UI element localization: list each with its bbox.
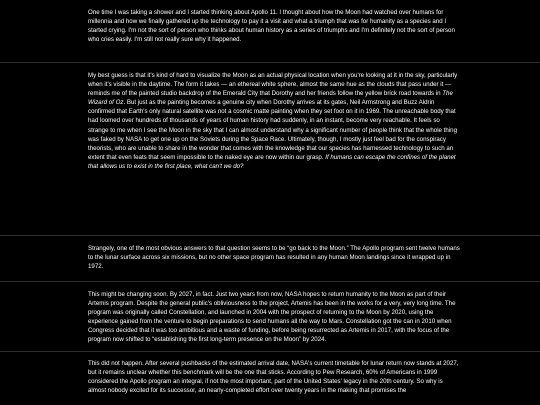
film-title: The Wizard of Oz (88, 90, 453, 107)
section-divider (0, 281, 540, 282)
paragraph-did-not-happen: This did not happen. After several pushbacks of the estimated arrival date, NASA's current timetable for lunar return now stands at 2027, but it remains unclear whether this benchmark will be the one that sticks. According to Pew Research, 60% of Americans in 1999 considered the Apollo program an integral, if not the most important, part of the United States' legacy in the 20th century. So why is almost nobody excited for its successor, an nearly-completed effort over twenty years in the making that promises the (88, 360, 459, 395)
paragraph-go-back: Strangely, one of the most obvious answers to that question seems to be “go back to the Moon.” The Apollo program sent twelve humans to the lunar surface across six missions, but no other space program has resulted in any human Moon landings since it wrapped up in 1972. (88, 245, 460, 271)
section-divider (0, 62, 540, 63)
paragraph-artemis: This might be changing soon. By 2027, in fact. Just two years from now, NASA hopes to return humanity to the Moon as part of their Artemis program. Despite the general public's obliviousness to the project, Artemis has been in the works for a very, very long time. The program was originally called Constellation, and launched in 2004 with the prospect of returning to the Moon by 2020, using the experience gained from the venture to begin preparations to send humans all the way to Mars. Constellation got the can in 2010 when Congress decided that it was too ambitious and a waste of funding, before being resurrected as Artemis in 2017, with the focus of the program now shifted to “establishing the first long-term presence on the Moon” by 2024. (88, 291, 456, 344)
italic-question: If humans can escape the confines of the planet that allows us to exist in the first place, what can't we do? (88, 153, 456, 170)
section-divider (0, 351, 540, 352)
paragraph-text: . But just as the painting becomes a genuine city when Dorothy arrives at its gates, Neil Armstrong and Buzz Aldrin confirmed that Earth's only natural satellite was not a cosmic matte painting when they set foot on it in 1969. The unreachable body that had loomed over hundreds of thousands of years of human history had suddenly, in an instant, become very reachable. It feels so strange to me when I see the Moon in the sky that I can almost understand why a significant number of people think that the whole thing was faked by NASA to get one up on the Soviets during the Space Race. Ultimately, though, I mostly just feel bad for the conspiracy theorists, who are unable to share in the wonder that comes with the knowledge that our species has harnessed technology to such an extent that even feats that seem impossible to the naked eye are now within our grasp. (88, 99, 457, 161)
paragraph-apollo-shower: One time I was taking a shower and I started thinking about Apollo 11. I thought about how the Moon had watched over humans for millennia and how we finally gathered up the technology to pay it a visit and what a triumph that was for humanity as a species and I started crying. I'm not the sort of person who thinks about human history as a series of triumphs and I'm definitely not the sort of person who cries easily. I'm still not really sure why it happened. (88, 9, 455, 44)
paragraph-text: My best guess is that it's kind of hard to visualize the Moon as an actual physical location when you're looking at it in the sky, particularly when it's visible in the daytime. The form it takes — an ethereal white sphere, almost the same hue as the clouds that pass under it — reminds me of the painted studio backdrop of the Emerald City that Dorothy and her friends follow the yellow brick road towards in (88, 72, 458, 98)
paragraph-moon-visualize (88, 71, 460, 171)
section-divider (0, 235, 540, 236)
